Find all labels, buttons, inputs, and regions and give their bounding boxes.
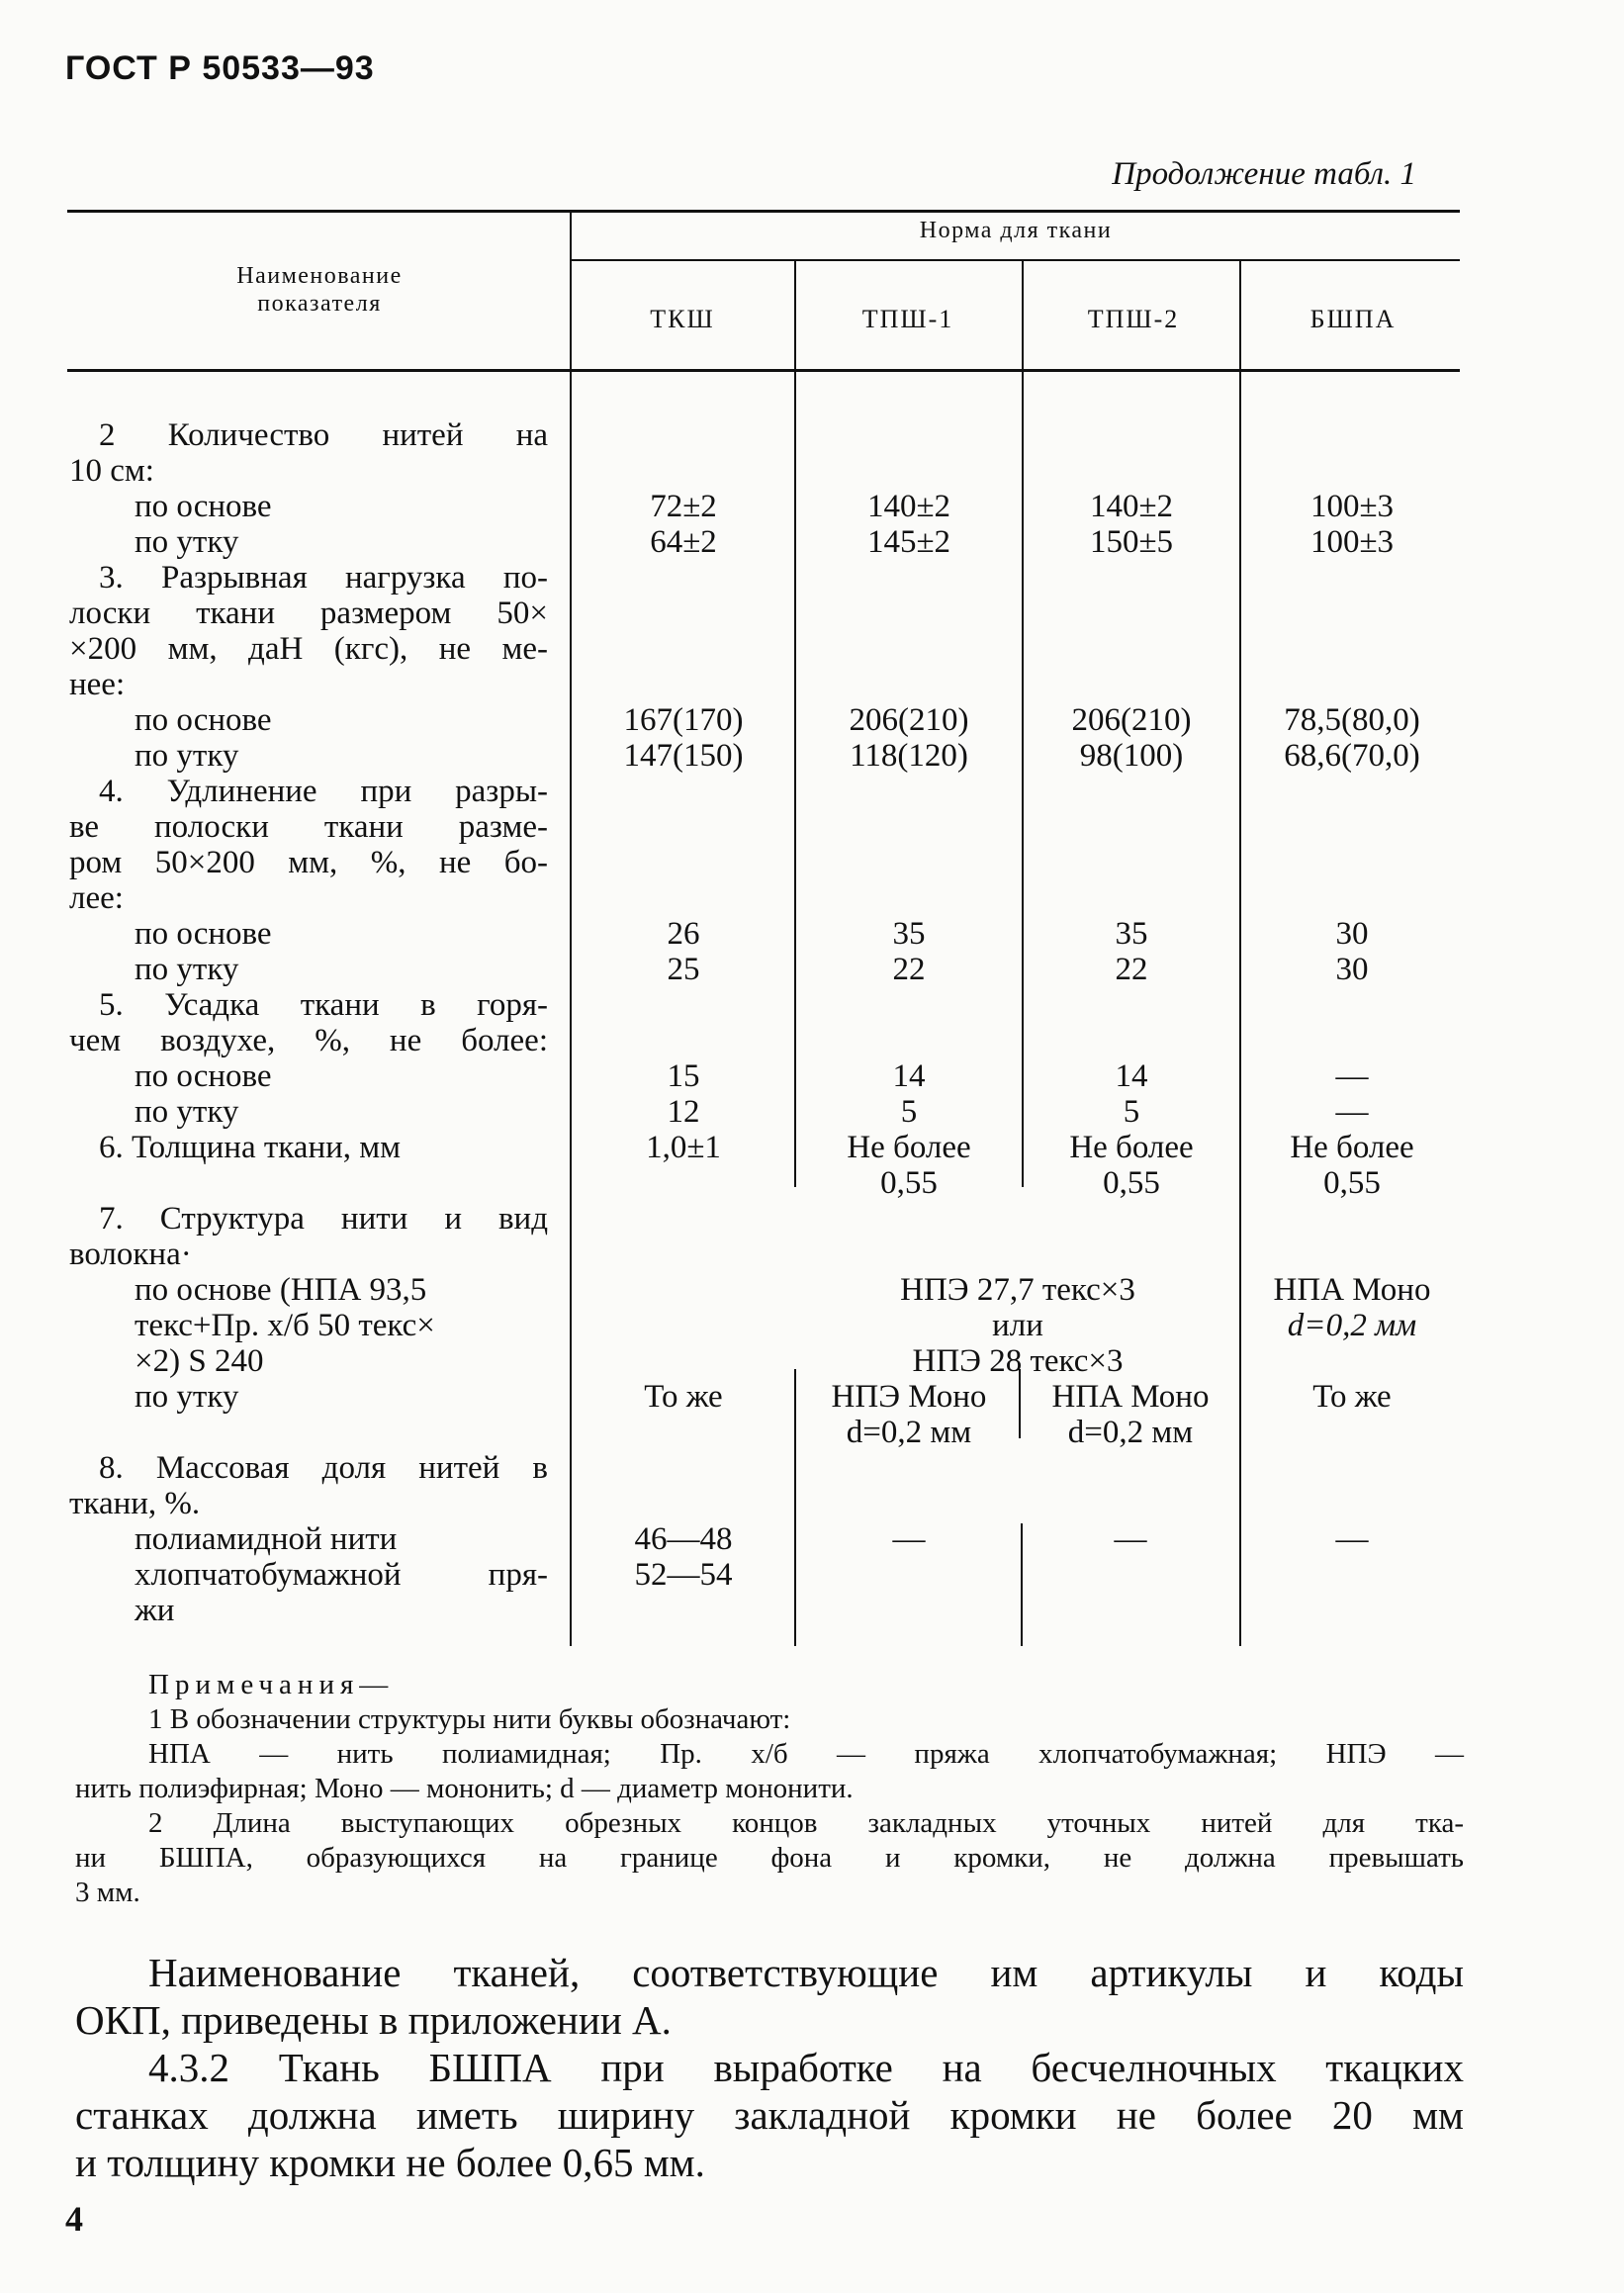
row-label: 6. Толщина ткани, мм	[99, 1130, 402, 1165]
sub-label: жи	[135, 1593, 175, 1628]
column-divider	[1022, 261, 1024, 1187]
value-cell: 30	[1335, 916, 1369, 952]
value-cell: 68,6(70,0)	[1284, 738, 1420, 774]
column-header-tksh: ТКШ	[650, 305, 715, 333]
merged-value-cell: или	[992, 1308, 1043, 1343]
indicator-name-header: Наименование показателя	[236, 263, 403, 317]
note-2: ни БШПА, образующихся на границе фона и кромки, не должна превышать	[75, 1842, 1464, 1874]
value-cell: 150±5	[1089, 524, 1174, 560]
table-top-rule	[67, 210, 1460, 213]
sub-label: по утку	[135, 524, 239, 560]
norm-header: Норма для ткани	[919, 218, 1113, 243]
header-norm-rule	[571, 259, 1460, 261]
body-paragraph: Наименование тканей, соответствующие им артикулы и коды	[148, 1950, 1464, 1995]
sub-label: хлопчатобумажной пря-	[135, 1557, 548, 1593]
value-cell: 52—54	[634, 1557, 733, 1593]
value-cell: 118(120)	[850, 738, 968, 774]
sub-label: ×2) S 240	[135, 1343, 264, 1379]
section-4-3-2: 4.3.2 Ткань БШПА при выработке на бесчелночных ткацких	[148, 2045, 1464, 2090]
value-cell: —	[1114, 1521, 1147, 1557]
value-cell: —	[1335, 1521, 1369, 1557]
value-cell: Не более	[847, 1130, 971, 1165]
value-cell: 167(170)	[623, 702, 744, 738]
value-cell: d=0,2 мм	[1287, 1308, 1417, 1343]
row-label: ве полоски ткани разме-	[69, 809, 548, 845]
value-cell: —	[1335, 1094, 1369, 1130]
column-divider	[1239, 261, 1241, 1646]
value-cell: Не более	[1069, 1130, 1194, 1165]
sub-label: полиамидной нити	[135, 1521, 398, 1557]
section-4-3-2: и толщину кромки не более 0,65 мм.	[75, 2140, 705, 2185]
row-label: чем воздухе, %, не более:	[69, 1023, 548, 1058]
value-cell: 14	[1115, 1058, 1148, 1094]
notes-title: Примечания—	[148, 1669, 395, 1700]
value-cell: 64±2	[650, 524, 717, 560]
row-label: 3. Разрывная нагрузка по-	[99, 560, 548, 596]
note-2: 3 мм.	[75, 1877, 140, 1908]
value-cell: Не более	[1290, 1130, 1414, 1165]
column-header-tpsh1: ТПШ-1	[861, 305, 954, 333]
value-cell: 100±3	[1309, 524, 1395, 560]
value-cell: 0,55	[1103, 1165, 1160, 1201]
value-cell: 1,0±1	[646, 1130, 721, 1165]
sub-label: по основе (НПА 93,5	[135, 1272, 427, 1308]
value-cell: 26	[667, 916, 700, 952]
column-divider	[570, 210, 572, 1646]
row-label: 7. Структура нити и вид	[99, 1201, 548, 1237]
value-cell: 140±2	[866, 489, 951, 524]
value-cell: То же	[1312, 1379, 1392, 1415]
sub-label: по основе	[135, 702, 272, 738]
column-header-tpsh2: ТПШ-2	[1087, 305, 1180, 333]
merged-value-cell: НПЭ 28 текс×3	[912, 1343, 1124, 1379]
value-cell: 78,5(80,0)	[1284, 702, 1420, 738]
value-cell: 5	[900, 1094, 918, 1130]
value-cell: 12	[667, 1094, 700, 1130]
value-cell: 206(210)	[1071, 702, 1192, 738]
sub-label: по основе	[135, 1058, 272, 1094]
column-header-bshpa: БШПА	[1309, 305, 1397, 333]
value-cell: 100±3	[1309, 489, 1395, 524]
column-divider	[794, 261, 796, 1187]
value-cell: 5	[1123, 1094, 1140, 1130]
merged-value-cell: НПЭ 27,7 текс×3	[900, 1272, 1135, 1308]
sub-label: по основе	[135, 489, 272, 524]
value-cell: 206(210)	[849, 702, 969, 738]
value-cell: —	[892, 1521, 926, 1557]
sub-label: по утку	[135, 952, 239, 987]
value-cell: 98(100)	[1079, 738, 1184, 774]
value-cell: 25	[667, 952, 700, 987]
document-id: ГОСТ Р 50533—93	[65, 49, 375, 87]
row-label: 10 см:	[69, 453, 154, 489]
note-1: нить полиэфирная; Моно — мононить; d — диаметр мононити.	[75, 1773, 854, 1804]
value-cell: 35	[1115, 916, 1148, 952]
value-cell: 46—48	[634, 1521, 733, 1557]
sub-label: по основе	[135, 916, 272, 952]
value-cell: То же	[644, 1379, 723, 1415]
note-1: 1 В обозначении структуры нити буквы обозначают:	[148, 1703, 791, 1735]
row-label: 8. Массовая доля нитей в	[99, 1450, 548, 1486]
value-cell: НПЭ Моно	[831, 1379, 987, 1415]
row-label: ×200 мм, даН (кгс), не ме-	[69, 631, 548, 667]
note-1: НПА — нить полиамидная; Пр. х/б — пряжа хлопчатобумажная; НПЭ —	[148, 1738, 1464, 1770]
value-cell: 147(150)	[623, 738, 744, 774]
value-cell: 22	[892, 952, 926, 987]
value-cell: НПА Моно	[1273, 1272, 1431, 1308]
value-cell: 145±2	[866, 524, 951, 560]
value-cell: 72±2	[650, 489, 717, 524]
note-2: 2 Длина выступающих обрезных концов закладных уточных нитей для тка-	[148, 1807, 1464, 1839]
row-label: ткани, %.	[69, 1486, 201, 1521]
value-cell: 0,55	[1323, 1165, 1381, 1201]
row-label: нее:	[69, 667, 126, 702]
value-cell: 30	[1335, 952, 1369, 987]
value-cell: 140±2	[1089, 489, 1174, 524]
table-continuation-label: Продолжение табл. 1	[1112, 156, 1416, 192]
section-4-3-2: станках должна иметь ширину закладной кромки не более 20 мм	[75, 2092, 1464, 2138]
row-label: лее:	[69, 880, 124, 916]
sub-label: по утку	[135, 1094, 239, 1130]
row-label: лоски ткани размером 50×	[69, 596, 548, 631]
value-cell: 15	[667, 1058, 700, 1094]
value-cell: НПА Моно	[1051, 1379, 1210, 1415]
row-label: 2 Количество нитей на	[99, 417, 548, 453]
value-cell: —	[1335, 1058, 1369, 1094]
sub-label: текс+Пр. х/б 50 текс×	[135, 1308, 435, 1343]
row-label: 4. Удлинение при разры-	[99, 774, 548, 809]
value-cell: 14	[892, 1058, 926, 1094]
header-bottom-rule	[67, 369, 1460, 372]
value-cell: 35	[892, 916, 926, 952]
page-number: 4	[65, 2199, 83, 2239]
value-cell: d=0,2 мм	[846, 1415, 972, 1450]
row-label: 5. Усадка ткани в горя-	[99, 987, 548, 1023]
column-divider	[794, 1369, 796, 1646]
row-label: ром 50×200 мм, %, не бо-	[69, 845, 548, 880]
value-cell: 22	[1115, 952, 1148, 987]
body-paragraph: ОКП, приведены в приложении А.	[75, 1997, 672, 2043]
sub-label: по утку	[135, 1379, 239, 1415]
value-cell: 0,55	[880, 1165, 938, 1201]
row-label: волокна·	[69, 1237, 192, 1272]
value-cell: d=0,2 мм	[1067, 1415, 1194, 1450]
sub-label: по утку	[135, 738, 239, 774]
